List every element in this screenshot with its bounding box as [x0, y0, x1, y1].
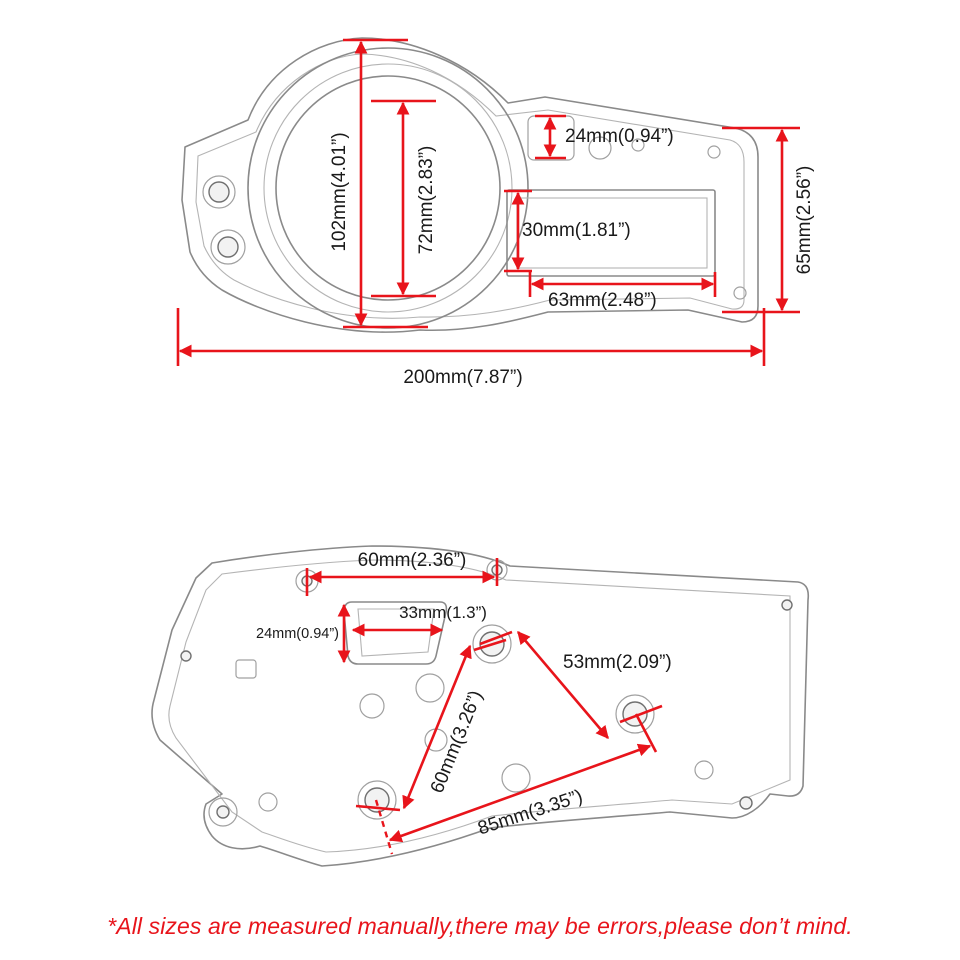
back-dimensions [256, 550, 672, 854]
mount-hole-icon [740, 797, 752, 809]
dim-label-window-width: 33mm(1.3”) [399, 603, 487, 622]
dim-label-mount-bottom: 85mm(3.35”) [475, 785, 586, 840]
dim-label-lcd-height: 30mm(1.81”) [522, 220, 631, 241]
mount-hole-icon [181, 651, 191, 661]
dim-label-mount-left: 60mm(3.26”) [426, 687, 488, 797]
dim-label-small-window: 24mm(0.94”) [565, 126, 674, 147]
dim-label-hole-spacing: 60mm(2.36”) [357, 550, 467, 571]
housing-front-outline [182, 38, 758, 332]
dial-outer-ring [248, 48, 528, 328]
indicator-lens-icon [708, 146, 720, 158]
bulb-socket-icon [695, 761, 713, 779]
housing-front-inner-outline [196, 54, 744, 318]
dim-label-dial-inner: 72mm(2.83”) [416, 145, 437, 255]
dim-line-mount-upper [518, 632, 608, 738]
dim-label-total-width: 200mm(7.87”) [403, 367, 523, 388]
dial-window [276, 76, 500, 300]
housing-front-view [182, 38, 758, 332]
dim-label-lcd-width: 63mm(2.48”) [548, 290, 657, 311]
bulb-socket-icon [259, 793, 277, 811]
mount-screw-icon [218, 237, 238, 257]
bulb-socket-icon [360, 694, 384, 718]
mount-hole-icon [217, 806, 229, 818]
mount-screw-icon [209, 182, 229, 202]
measurement-disclaimer: *All sizes are measured manually,there may be errors,please don’t mind. [107, 913, 853, 939]
connector-socket [236, 660, 256, 678]
bulb-socket-icon [416, 674, 444, 702]
dim-label-total-height: 65mm(2.56”) [794, 165, 815, 275]
mount-hole-icon [782, 600, 792, 610]
dim-label-mount-upper: 53mm(2.09”) [563, 652, 672, 673]
dim-label-window-height: 24mm(0.94”) [256, 626, 339, 642]
bulb-socket-icon [502, 764, 530, 792]
dim-label-dial-outer: 102mm(4.01”) [329, 132, 350, 252]
